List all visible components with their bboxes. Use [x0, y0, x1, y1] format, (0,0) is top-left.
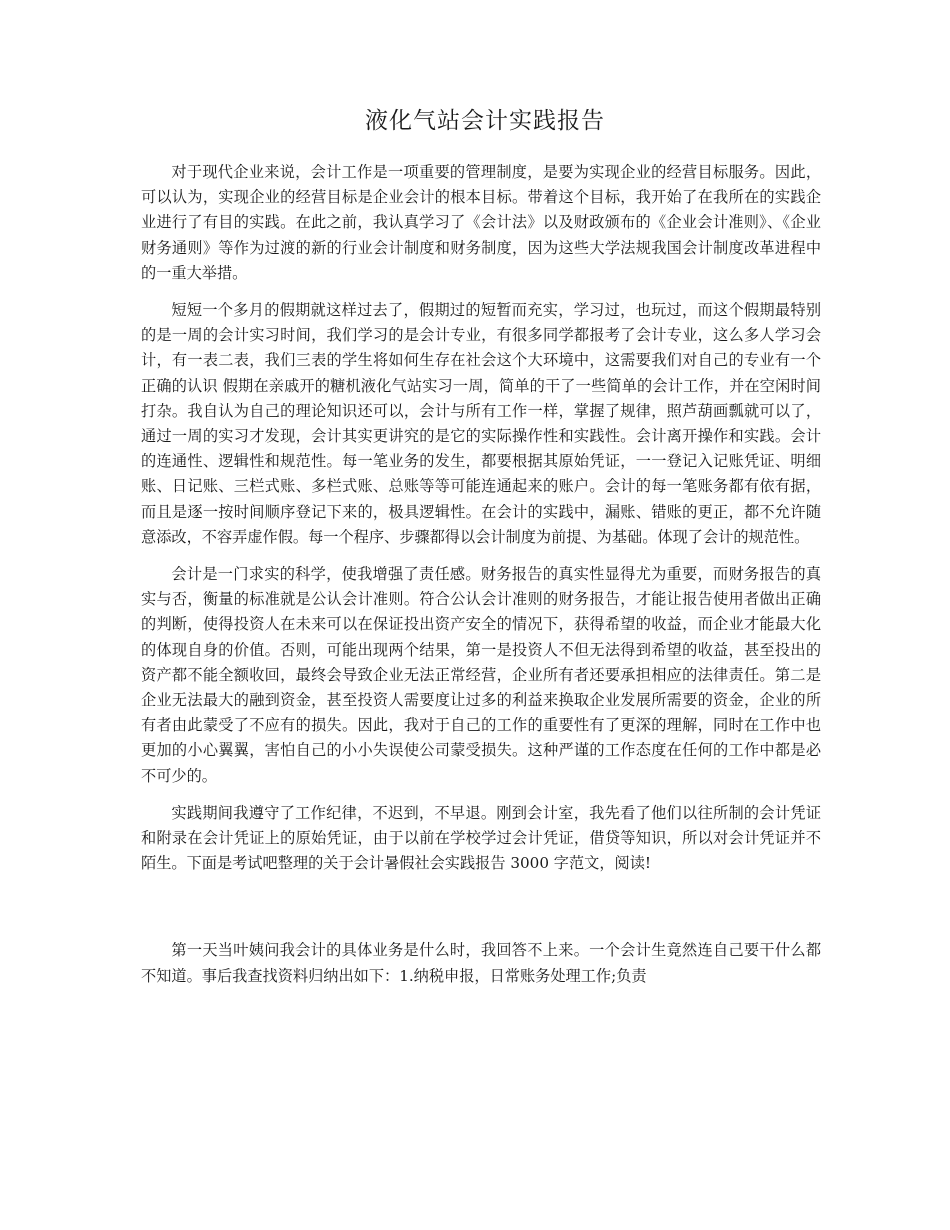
document-page — [141, 0, 821, 989]
paragraph-discipline: 实践期间我遵守了工作纪律，不迟到，不早退。刚到会计室，我先看了他们以往所制的会计凭证和附录在会计凭证上的原始凭证，由于以前在学校学过会计凭证，借贷等知识，所以对会计凭证并不陌生。下面是考试吧整理的关于会计暑假社会实践报告 3000 字范文，阅读! — [141, 803, 821, 873]
paragraph-first-day: 第一天当叶姨问我会计的具体业务是什么时，我回答不上来。一个会计生竟然连自己要干什么都不知道。事后我查找资料归纳出如下：1.纳税申报，日常账务处理工作;负责 — [141, 941, 821, 985]
paragraph-intro: 对于现代企业来说，会计工作是一项重要的管理制度，是要为实现企业的经营目标服务。因此，可以认为，实现企业的经营目标是企业会计的根本目标。带着这个目标，我开始了在我所在的实践企业进行了有目的实践。在此之前，我认真学习了《会计法》以及财政颁布的《企业会计准则》、《企业财务通则》等作为过渡的新的行业会计制度和财务制度，因为这些大学法规我国会计制度改革进程中的一重大举措。 — [141, 163, 821, 282]
paragraph-internship: 短短一个多月的假期就这样过去了，假期过的短暂而充实，学习过，也玩过，而这个假期最特别的是一周的会计实习时间，我们学习的是会计专业，有很多同学都报考了会计专业，这么多人学习会计，有一表二表，我们三表的学生将如何生存在社会这个大环境中，这需要我们对自己的专业有一个正确的认识 假期在亲戚开的糖机液化气站实习一周，简单的干了一些简单的会计工作，并在空闲时间打杂。我自认为自己的理论知识还可以，会计与所有工作一样，掌握了规律，照芦葫画瓢就可以了，通过一周的实习才发现，会计其实更讲究的是它的实际操作性和实践性。会计离开操作和实践。会计的连通性、逻辑性和规范性。每一笔业务的发生，都要根据其原始凭证，一一登记入记账凭证、明细账、日记账、三栏式账、多栏式账、总账等等可能连通起来的账户。会计的每一笔账务都有依有据，而且是逐一按时间顺序登记下来的，极具逻辑性。在会计的实践中，漏账、错账的更正，都不允许随意添改，不容弄虚作假。每一个程序、步骤都得以会计制度为前提、为基础。体现了会计的规范性。 — [141, 301, 821, 546]
document-title: 液化气站会计实践报告 — [365, 108, 605, 134]
paragraph-responsibility: 会计是一门求实的科学，使我增强了责任感。财务报告的真实性显得尤为重要，而财务报告的真实与否，衡量的标准就是公认会计准则。符合公认会计准则的财务报告，才能让报告使用者做出正确的判断，使得投资人在未来可以在保证投出资产安全的情况下，获得希望的收益，而企业才能最大化的体现自身的价值。否则，可能出现两个结果，第一是投资人不但无法得到希望的收益，甚至投出的资产都不能全额收回，最终会导致企业无法正常经营，企业所有者还要承担相应的法律责任。第二是企业无法最大的融到资金，甚至投资人需要度让过多的利益来换取企业发展所需要的资金，企业的所有者由此蒙受了不应有的损失。因此，我对于自己的工作的重要性有了更深的理解，同时在工作中也更加的小心翼翼，害怕自己的小小失误使公司蒙受损失。这种严谨的工作态度在任何的工作中都是必不可少的。 — [141, 565, 821, 785]
